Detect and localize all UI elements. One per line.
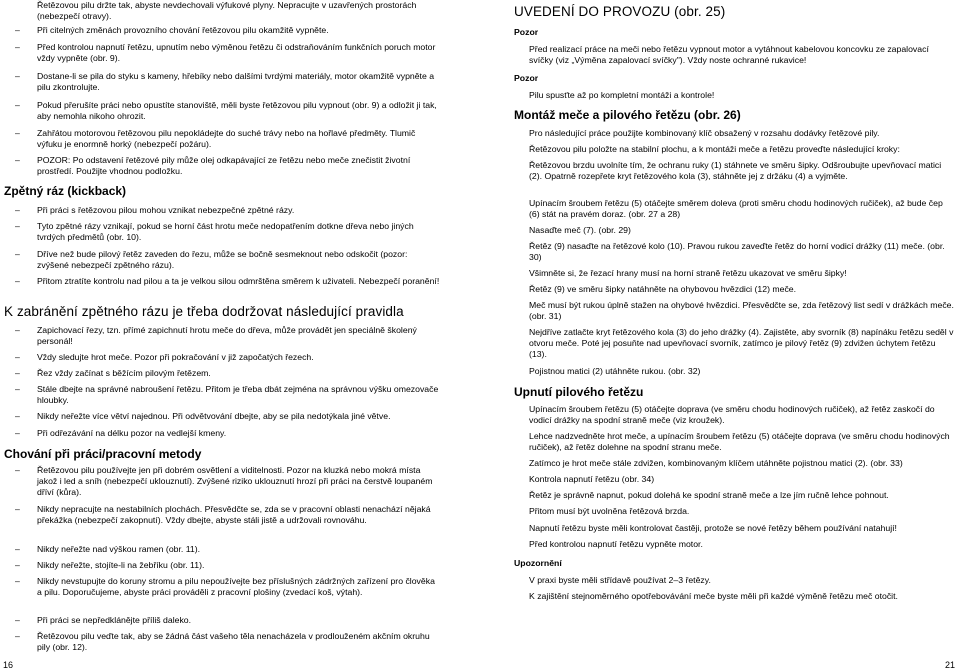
list-item: [4, 325, 440, 347]
list-item: [4, 352, 440, 363]
list-item-text: Dříve než bude pilový řetěz zaveden do řezu, může se bočně sesmeknout nebo odskočit (pozor: zvýšené nebezpečí zpětného rázu).: [37, 249, 408, 270]
bullet-dash-icon: –: [15, 25, 20, 35]
list-item-text: Řez vždy začínat s běžícím pilovým řetězem.: [37, 368, 211, 378]
paragraph: V praxi byste měli střídavě používat 2–3 řetězy.: [529, 575, 711, 585]
paragraph: Kontrola napnutí řetězu (obr. 34): [529, 474, 655, 484]
sub-heading: Pozor: [514, 27, 539, 37]
paragraph: Pojistnou matici (2) utáhněte rukou. (obr. 32): [529, 366, 701, 376]
paragraph: Upínacím šroubem řetězu (5) otáčejte směrem doleva (proti směru chodu hodinových ručiček), až bude čep (6) stát na pravém doraz. (obr. 27 a 28): [529, 198, 943, 219]
list-item-text: Nikdy neřežte nad výškou ramen (obr. 11).: [37, 544, 201, 554]
list-item: [4, 504, 440, 526]
list-item-text: Zahřátou motorovou řetězovou pilu nepokládejte do suché trávy nebo na hořlavé předměty. Tlumič výfuku je enormně horký (nebezpečí požáru).: [37, 128, 416, 149]
list-item-text: Při práci s řetězovou pilou mohou vznikat nebezpečné zpětné rázy.: [37, 205, 295, 215]
paragraph: Lehce nadzvedněte hrot meče, a upínacím šroubem řetězu (5) otáčejte doprava (ve směru chodu hodinových ručiček), až řetěz dolehne na spodní stranu meče.: [529, 431, 950, 452]
section-heading: Chování při práci/pracovní metody: [4, 447, 202, 461]
list-item: [4, 576, 440, 598]
bullet-dash-icon: –: [15, 504, 20, 514]
list-item: [4, 631, 440, 653]
paragraph: Řetězovou brzdu uvolníte tím, že ochranu ruky (1) stáhnete ve směru šipky. Odšroubujte upevňovací matici (2). Opatrně rozepřete kryt řetězového kola (3), stáhněte jej z držáku (4) a vyjměte.: [529, 160, 942, 181]
list-item: [4, 560, 440, 571]
paragraph: Řetěz (9) ve směru šipky natáhněte na ohybovou hvězdici (12) meče.: [529, 284, 797, 294]
list-item-text: Tyto zpětné rázy vznikají, pokud se horní část hrotu meče nedopatřením dotkne dřeva nebo jiných tvrdých předmětů (obr. 10).: [37, 221, 414, 242]
bullet-dash-icon: –: [15, 560, 20, 570]
list-item-text: Pokud přerušíte práci nebo opustíte stanoviště, měli byste řetězovou pilu vypnout (obr. 9) a odložit ji tak, aby nemohla nikoho ohrozit.: [37, 100, 437, 121]
paragraph: Řetěz (9) nasaďte na řetězové kolo (10). Pravou rukou zaveďte řetěz do horní vodicí drážky (11) meče. (obr. 30): [529, 241, 945, 262]
list-item: [4, 411, 440, 422]
list-item: [4, 100, 440, 122]
list-item-text: POZOR: Po odstavení řetězové pily může olej odkapávající ze řetězu nebo meče znečistit životní prostředí. Použijte vhodnou podložku.: [37, 155, 411, 176]
paragraph: Přitom musí být uvolněna řetězová brzda.: [529, 506, 690, 516]
bullet-dash-icon: –: [15, 465, 20, 475]
paragraph: K zajištění stejnoměrného opotřebovávání meče byste měli při každé výměně řetězu meč otočit.: [529, 591, 898, 601]
list-item-text: Stále dbejte na správné nabroušení řetězu. Přitom je třeba dbát zejména na správnou výšku omezovače hloubky.: [37, 384, 439, 405]
bullet-dash-icon: –: [15, 71, 20, 81]
list-item: [4, 368, 440, 379]
bullet-dash-icon: –: [15, 205, 20, 215]
paragraph: Upínacím šroubem řetězu (5) otáčejte doprava (ve směru chodu hodinových ručiček), až řetěz zaskočí do vodicí drážky na spodní straně meče (viz kroužek).: [529, 404, 935, 425]
list-item: [4, 155, 440, 177]
list-item: [4, 128, 440, 150]
list-item: [4, 428, 440, 439]
list-item: [4, 615, 440, 626]
section-heading: Upnutí pilového řetězu: [514, 385, 644, 399]
list-item: [4, 465, 440, 498]
list-item: [4, 276, 440, 287]
paragraph: Řetězovou pilu položte na stabilní plochu, a k montáži meče a řetězu proveďte následující kroky:: [529, 144, 900, 154]
bullet-dash-icon: –: [15, 368, 20, 378]
section-heading: Zpětný ráz (kickback): [4, 184, 127, 198]
bullet-dash-icon: –: [15, 221, 20, 231]
bullet-dash-icon: –: [15, 128, 20, 138]
section-heading: Montáž meče a pilového řetězu (obr. 26): [514, 108, 741, 122]
paragraph: Nejdříve zatlačte kryt řetězového kola (3) do jeho drážky (4). Zajistěte, aby svorník (8) napínáku řetězu seděl v otvoru meče. Poté jej posuňte nad upevňovací svorník, zatímco je pilový řetěz (9) zdvižen úchytem řetězu (13).: [529, 327, 954, 359]
bullet-dash-icon: –: [15, 428, 20, 438]
bullet-dash-icon: –: [15, 544, 20, 554]
list-item-text: Při citelných změnách provozního chování řetězovou pilu okamžitě vypněte.: [37, 25, 329, 35]
paragraph: Před kontrolou napnutí řetězu vypněte motor.: [529, 539, 703, 549]
paragraph: Meč musí být rukou úplně stažen na ohybové hvězdici. Přesvědčte se, zda řetězový list sedí v drážkách meče. (obr. 31): [529, 300, 954, 321]
list-item-text: Před kontrolou napnutí řetězu, upnutím nebo výměnou řetězu či odstraňováním funkčních poruch motor vždy vypněte (obr. 9).: [37, 42, 436, 63]
list-item-text: Nikdy neřežte více větví najednou. Při odvětvování dbejte, aby se pila nedotýkala jiné větve.: [37, 411, 391, 421]
paragraph: Všimněte si, že řezací hrany musí na horní straně řetězu ukazovat ve směru šipky!: [529, 268, 847, 278]
paragraph: Pilu spusťte až po kompletní montáži a kontrole!: [529, 90, 715, 100]
list-item: [4, 25, 440, 36]
bullet-dash-icon: –: [15, 325, 20, 335]
bullet-dash-icon: –: [15, 411, 20, 421]
paragraph: Napnutí řetězu byste měli kontrolovat častěji, protože se nové řetězy během používání natahují!: [529, 523, 897, 533]
paragraph: Zatímco je hrot meče stále zdvižen, kombinovaným klíčem utáhněte pojistnou matici (2). (obr. 33): [529, 458, 903, 468]
paragraph: Nasaďte meč (7). (obr. 29): [529, 225, 631, 235]
paragraph: Před realizací práce na meči nebo řetězu vypnout motor a vytáhnout kabelovou koncovku ze zapalovací svíčky (viz „Výměna zapalovací svíčky"). Vždy noste ochranné rukavice!: [529, 44, 929, 65]
list-item-text: Dostane-li se pila do styku s kameny, hřebíky nebo dalšími tvrdými materiály, motor okamžitě vypněte a pilu zkontrolujte.: [37, 71, 435, 92]
list-item: [4, 205, 440, 216]
list-item: [4, 71, 440, 93]
list-item: [4, 42, 440, 64]
list-item-text: Nikdy nevstupujte do koruny stromu a pilu nepoužívejte bez příslušných zádržných zařízení pro člověka a pilu. Doporučujeme, abyste práci prováděli z pracovní plošiny (zvedací koš, výtah).: [37, 576, 435, 597]
list-item-text: Při odřezávání na délku pozor na vedlejší kmeny.: [37, 428, 227, 438]
list-item-text: Zapichovací řezy, tzn. přímé zapichnutí hrotu meče do dřeva, může provádět jen speciálně školený personál!: [37, 325, 417, 346]
bullet-dash-icon: –: [15, 576, 20, 586]
sub-heading: Upozornění: [514, 558, 562, 568]
list-item-text: Řetězovou pilu veďte tak, aby se žádná část vašeho těla nenacházela v prodlouženém akčním okruhu pily (obr. 12).: [37, 631, 430, 652]
list-item-text: Nikdy neřežte, stojíte-li na žebříku (obr. 11).: [37, 560, 205, 570]
bullet-dash-icon: –: [15, 631, 20, 641]
list-item-text: Nikdy nepracujte na nestabilních plochách. Přesvědčte se, zda se v pracovní oblasti nenachází nějaká překážka (nebezpečí zakopnutí). Vždy dbejte, abyste stáli jistě a udržovali rovnováhu.: [37, 504, 431, 525]
paragraph: Řetěz je správně napnut, pokud dolehá ke spodní straně meče a lze jím ručně lehce pohnout.: [529, 490, 889, 500]
bullet-dash-icon: –: [15, 276, 20, 286]
bullet-dash-icon: –: [15, 249, 20, 259]
page-number-right: 21: [944, 660, 955, 670]
section-heading: K zabránění zpětného rázu je třeba dodržovat následující pravidla: [4, 304, 404, 319]
section-heading: UVEDENÍ DO PROVOZU (obr. 25): [514, 4, 726, 19]
list-item-text: Vždy sledujte hrot meče. Pozor při pokračování v již započatých řezech.: [37, 352, 314, 362]
list-item-text: Při práci se nepředklánějte příliš daleko.: [37, 615, 192, 625]
bullet-dash-icon: –: [15, 615, 20, 625]
list-item-text: Přitom ztratíte kontrolu nad pilou a ta je velkou silou odmrštěna směrem k uživateli. Nebezpečí poranění!: [37, 276, 440, 286]
list-item: [4, 384, 440, 406]
bullet-dash-icon: –: [15, 352, 20, 362]
list-item-text: Řetězovou pilu držte tak, abyste nevdechovali výfukové plyny. Nepracujte v uzavřených prostorách (nebezpečí otravy).: [37, 0, 417, 21]
list-item: [4, 249, 440, 271]
page-number-left: 16: [3, 660, 14, 670]
sub-heading: Pozor: [514, 73, 539, 83]
paragraph: Pro následující práce použijte kombinovaný klíč obsažený v rozsahu dodávky řetězové pily.: [529, 128, 880, 138]
bullet-dash-icon: –: [15, 384, 20, 394]
list-item: [4, 544, 440, 555]
bullet-dash-icon: –: [15, 42, 20, 52]
bullet-dash-icon: –: [15, 155, 20, 165]
list-item: [4, 0, 440, 22]
list-item: [4, 221, 440, 243]
bullet-dash-icon: –: [15, 100, 20, 110]
list-item-text: Řetězovou pilu používejte jen při dobrém osvětlení a viditelnosti. Pozor na kluzká nebo mokrá místa jakož i led a sníh (nebezpečí uklouznutí). Zvýšené riziko uklouznutí hrozí při práci na čerstvě loupaném dříví (kůra).: [37, 465, 433, 497]
